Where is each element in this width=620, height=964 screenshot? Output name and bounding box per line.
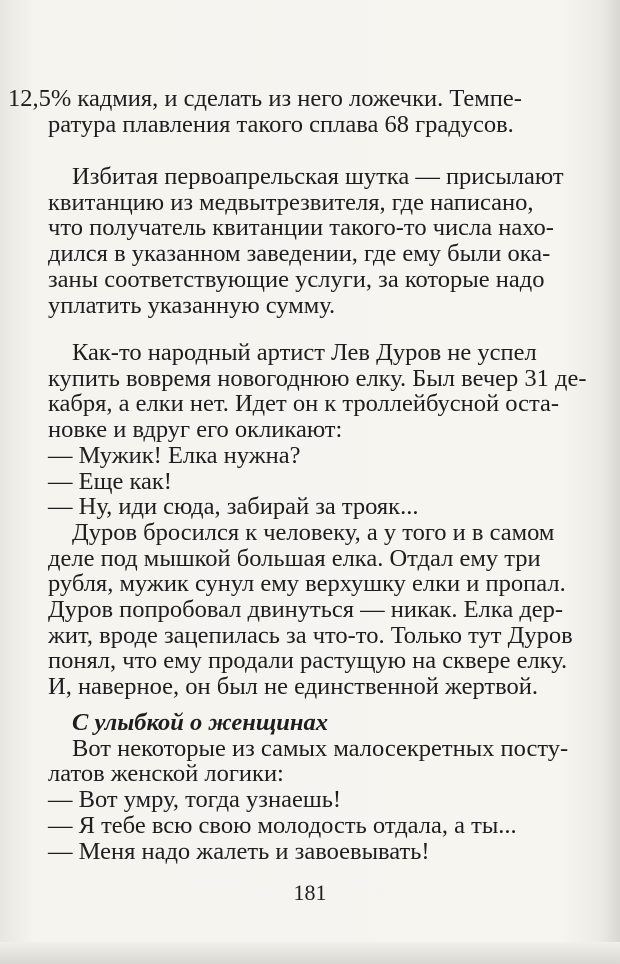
text-line: новке и вдруг его окликают: bbox=[48, 416, 343, 444]
text-line: кабря, а елки нет. Идет он к троллейбусной оста- bbox=[48, 390, 560, 418]
text-line: дился в указанном заведении, где ему были ока- bbox=[48, 240, 551, 268]
text-line: купить вовремя новогоднюю елку. Был вечер 31 де- bbox=[48, 364, 587, 392]
page-number: 181 bbox=[293, 880, 327, 905]
section-title: С улыбкой о женщинах bbox=[72, 709, 328, 736]
text-line: Вот некоторые из самых малосекретных посту- bbox=[72, 734, 569, 762]
text-line: квитанцию из медвытрезвителя, где написано, bbox=[48, 188, 534, 216]
text-line: рубля, мужик сунул ему верхушку елки и пропал. bbox=[48, 570, 566, 598]
dialogue-line: — Мужик! Елка нужна? bbox=[48, 441, 301, 469]
text-line: жит, вроде зацепилась за что-то. Только тут Дуров bbox=[48, 621, 573, 649]
dialogue-line: — Вот умру, тогда узнаешь! bbox=[48, 786, 342, 814]
dialogue-line: — Ну, иди сюда, забирай за трояк... bbox=[48, 493, 419, 521]
text-line: ратура плавления такого сплава 68 градусов. bbox=[48, 110, 514, 138]
text-line: уплатить указанную сумму. bbox=[48, 291, 336, 319]
dialogue-line: — Меня надо жалеть и завоевывать! bbox=[48, 837, 430, 865]
text-line: Дуров бросился к человеку, а у того и в самом bbox=[72, 518, 555, 546]
text-line: Избитая первоапрельская шутка — присылают bbox=[72, 163, 564, 190]
text-line: 12,5% кадмия, и сделать из него ложечки. Темпе- bbox=[8, 85, 522, 112]
paragraph-cadmium-spoons bbox=[0, 86, 620, 137]
text-line: понял, что ему продали растущую на сквере елку. bbox=[48, 647, 568, 675]
text-line: заны соответствующие услуги, за которые надо bbox=[48, 265, 545, 293]
text-line: Как-то народный артист Лев Дуров не успел bbox=[72, 339, 537, 366]
paragraph-april-fools-joke bbox=[0, 164, 620, 318]
text-line: деле под мышкой большая елка. Отдал ему три bbox=[48, 544, 541, 572]
section-women bbox=[0, 710, 620, 864]
page-bottom-edge bbox=[0, 942, 620, 964]
dialogue-line: — Еще как! bbox=[48, 467, 172, 495]
text-line: что получатель квитанции такого-то числа нахо- bbox=[48, 214, 554, 242]
text-line: И, наверное, он был не единственной жертвой. bbox=[48, 673, 538, 701]
paragraph-durov-christmas-tree bbox=[0, 340, 620, 700]
dialogue-line: — Я тебе всю свою молодость отдала, а ты... bbox=[48, 811, 517, 839]
text-line: латов женской логики: bbox=[48, 760, 284, 788]
text-line: Дуров попробовал двинуться — никак. Елка дер- bbox=[48, 596, 564, 624]
